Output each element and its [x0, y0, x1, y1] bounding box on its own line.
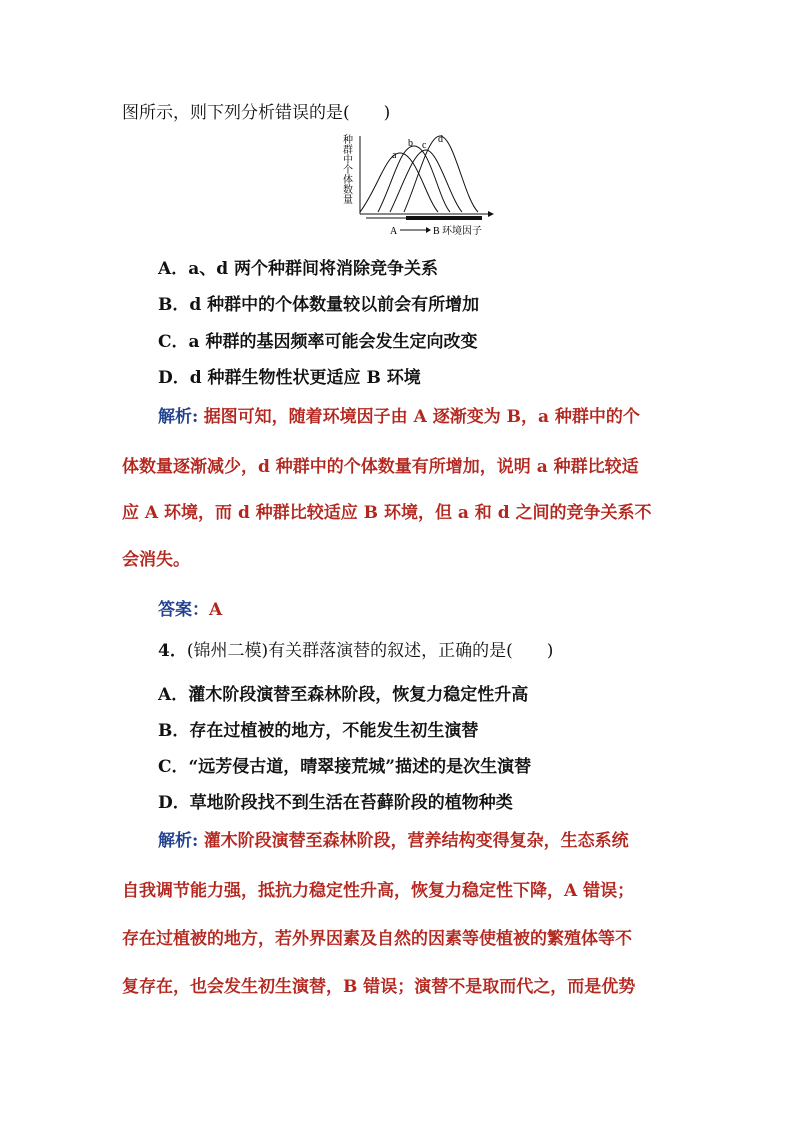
analysis-block-q4: [158, 826, 629, 851]
analysis-line: 自我调节能力强，抵抗力稳定性升高，恢复力稳定性下降，A 错误；: [122, 881, 635, 901]
xlabel-env-factor: 环境因子: [442, 226, 482, 237]
answer-label: 答案：: [158, 600, 209, 620]
analysis-line: 会消失。: [122, 550, 190, 570]
range-bar-d: [406, 216, 482, 220]
option-c: C．a 种群的基因频率可能会发生定向改变: [158, 332, 478, 352]
question-source: (锦州二模): [186, 641, 269, 661]
population-curve-figure: [338, 128, 498, 246]
answer-block: [158, 595, 222, 620]
curve-label-b: b: [408, 138, 413, 149]
question-number: 4．: [158, 641, 187, 661]
option-a: A．灌木阶段演替至森林阶段，恢复力稳定性升高: [158, 685, 529, 705]
analysis-line: 应 A 环境，而 d 种群比较适应 B 环境，但 a 和 d 之间的竞争关系不: [122, 503, 652, 523]
curve-label-a: a: [392, 150, 397, 161]
analysis-label: 解析:: [158, 407, 199, 427]
analysis-line: 体数量逐渐减少，d 种群中的个体数量有所增加，说明 a 种群比较适: [122, 457, 639, 477]
option-c: C．“远芳侵古道，晴翠接荒城”描述的是次生演替: [158, 757, 532, 777]
xlabel-arrow-head: [426, 227, 431, 233]
analysis-line: 复存在，也会发生初生演替，B 错误；演替不是取而代之，而是优势: [122, 977, 636, 997]
question-text: 有关群落演替的叙述，正确的是( ): [268, 641, 554, 661]
xlabel-b: B: [433, 226, 440, 237]
option-b: B．存在过植被的地方，不能发生初生演替: [158, 721, 479, 741]
x-axis-arrow: [488, 211, 494, 217]
curve-label-d: d: [438, 134, 443, 145]
curve-b: [378, 146, 450, 212]
answer-value: A: [209, 600, 223, 620]
curve-label-c: c: [422, 140, 427, 151]
option-b: B．d 种群中的个体数量较以前会有所增加: [158, 295, 480, 315]
option-d: D．草地阶段找不到生活在苔藓阶段的植物种类: [158, 793, 513, 813]
analysis-line: 据图可知，随着环境因子由 A 逐渐变为 B，a 种群中的个: [203, 407, 640, 427]
xlabel-a: A: [390, 226, 398, 237]
question-4-stem: [158, 636, 553, 661]
analysis-label: 解析:: [158, 831, 199, 851]
option-a: A．a、d 两个种群间将消除竞争关系: [158, 259, 439, 279]
analysis-line: 存在过植被的地方，若外界因素及自然的因素等使植被的繁殖体等不: [122, 929, 632, 949]
analysis-line: 灌木阶段演替至森林阶段，营养结构变得复杂，生态系统: [203, 831, 629, 851]
question-stem: 图所示，则下列分析错误的是( ): [122, 103, 391, 123]
figure-ylabel: 种群中个体数量: [340, 134, 352, 204]
analysis-block-q3: [158, 402, 640, 427]
option-d: D．d 种群生物性状更适应 B 环境: [158, 368, 421, 388]
curve-d: [404, 136, 478, 212]
